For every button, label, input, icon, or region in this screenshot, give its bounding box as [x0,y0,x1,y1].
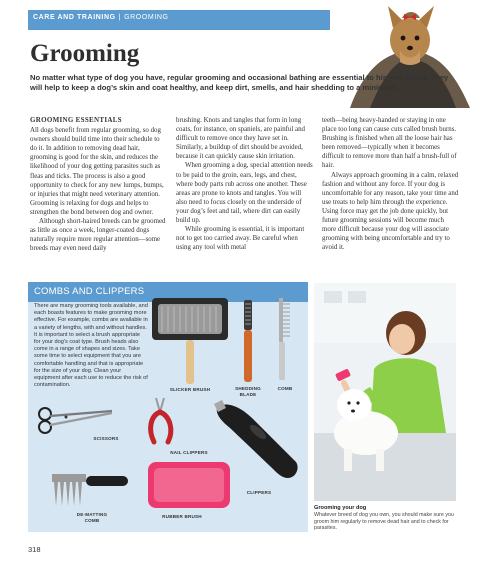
article-column-2 [176,116,313,253]
shedding-blade-icon [240,298,256,389]
photo-caption-text: Whatever breed of dog you own, you should make sure you groom him regularly to remove dead hair and to check for parasites. [314,512,454,532]
de-matting-label-line: DE-MATTING [76,512,108,517]
comb-icon [277,294,293,389]
photo-caption-title: Grooming your dog [314,505,367,511]
body-paragraph: All dogs benefit from regular grooming, so dog owners should build time into their schedule to do it. In addition to removing dead hair, grooming is good for the skin, and reduces the likelihood of your dog getting parasites such as fleas and ticks. The process is also a good opportunity to check for any new lumps, bumps, or injuries that might need veterinary attention. Grooming is relaxing for dogs and helps to strengthen the bond between dog and owner. [30,127,164,216]
nail-clippers-label: NAIL CLIPPERS [170,450,208,455]
grooming-photo [314,283,456,501]
de-matting-comb-icon [50,470,130,517]
slicker-brush-icon [150,296,230,391]
article-column-3 [322,116,459,253]
header-separator: | [118,14,122,21]
section-header [33,14,169,21]
body-paragraph: When grooming a dog, special attention needs to be paid to the groin, ears, legs, and chest, where body parts rub across one another. These areas are prone to knots and tangles. You will also need to focus closely on the underside of your dog’s feet and tail, where dirt can easily build up. [176,162,313,225]
shedding-label-line: BLADE [239,392,257,397]
rubber-brush-label: RUBBER BRUSH [162,514,202,519]
body-paragraph: While grooming is essential, it is important not to get too carried away. Be careful when using any tool with metal [176,226,305,252]
body-paragraph: Although short-haired breeds can be groomed as little as once a week, longer-coated dogs naturally require more regular attention—some breeds may even need daily [30,218,166,253]
comb-label: COMB [277,386,293,391]
section-name: CARE AND TRAINING [33,14,116,21]
section-topic: GROOMING [124,14,169,21]
tools-panel-text: There are many grooming tools available, and each boasts features to make grooming more effective. For example, combs are available in a variety of lengths, with and without handles. It is important to select a brush appropriate for your dog’s coat type. Brush heads also come in a range of shapes and sizes. Take some time to select equipment that you are comfortable handling and that is appropriate for the size of your dog. Clean your equipment after each use to reduce the risk of contamination. [34,303,148,389]
shedding-label-line: SHEDDING [235,386,261,391]
rubber-brush-icon [146,460,232,515]
body-paragraph: brushing. Knots and tangles that form in long coats, for instance, on spaniels, are painful and difficult to remove once they have set in. Similarly, a buildup of dirt should be avoided, because it can quickly cause skin irritation. [176,117,305,161]
article-column-1 [30,116,167,253]
page-title: Grooming [30,40,140,67]
tools-panel-title: COMBS AND CLIPPERS [34,286,145,297]
scissors-label: SCISSORS [93,436,119,441]
de-matting-comb-label [76,512,108,524]
section-heading: GROOMING ESSENTIALS [30,116,122,124]
de-matting-label-line: COMB [84,518,100,523]
slicker-brush-label: SLICKER BRUSH [169,387,211,392]
article-body [30,116,460,253]
body-paragraph: teeth—being heavy-handed or staying in one place too long can cause cuts called brush burns. Brushing is finished when all the loose hair has been removed—typically when it becomes difficult to remove more than half a brush-full of hair. [322,117,457,170]
clippers-label: CLIPPERS [246,490,272,495]
nail-clippers-icon [146,396,176,453]
scissors-icon [36,405,114,440]
shedding-blade-label [232,386,264,398]
page-number: 318 [28,545,41,554]
body-paragraph: Always approach grooming in a calm, relaxed fashion and without any force. If your dog is uncomfortable for any reason, take your time and use treats to help him through the experience. Using force may get the job done quickly, but future grooming sessions will become much more difficult because your dog will associate grooming with being uncomfortable and try to avoid it. [322,171,459,252]
intro-paragraph: No matter what type of dog you have, regular grooming and occasional bathing are essential to his well-being. They will help to keep a dog’s skin and coat healthy, and keep dirt, smells, and hair shedding to a minimum. [30,73,449,93]
